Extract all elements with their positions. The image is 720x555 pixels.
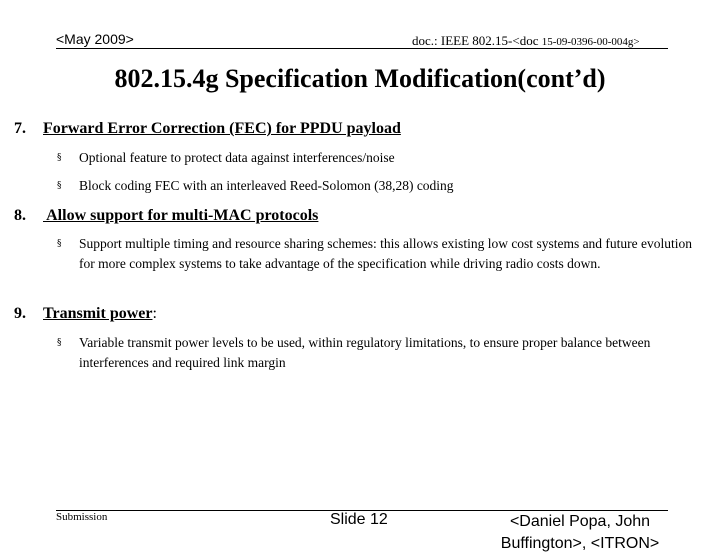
bullet-text: Support multiple timing and resource sharing schemes: this allows existing low cost systems and future evolution for more complex systems to take advantage of the specification while driving radio costs down. bbox=[79, 236, 693, 271]
bullet-text: Optional feature to protect data against interferences/noise bbox=[79, 150, 395, 165]
section-heading bbox=[14, 120, 401, 138]
header-divider bbox=[56, 48, 668, 49]
header-date: <May 2009> bbox=[56, 31, 134, 47]
slide-title: 802.15.4g Specification Modification(cont’d) bbox=[114, 64, 606, 93]
bullet-text: Block coding FEC with an interleaved Reed-Solomon (38,28) coding bbox=[79, 178, 454, 193]
section-label: Allow support for multi-MAC protocols bbox=[43, 207, 319, 224]
bullet-icon: § bbox=[57, 338, 62, 348]
section-label: Transmit power bbox=[43, 305, 153, 322]
header-doc-prefix: doc.: IEEE 802.15-<doc bbox=[412, 33, 542, 48]
section-heading bbox=[14, 207, 318, 225]
section-suffix: : bbox=[152, 305, 157, 322]
footer-author: <Daniel Popa, John Buffington>, <ITRON> bbox=[500, 513, 660, 552]
section-label: Forward Error Correction (FEC) for PPDU payload bbox=[43, 120, 401, 137]
header-doc-number: 15-09-0396-00-004g> bbox=[541, 36, 640, 48]
bullet-text: Variable transmit power levels to be used, within regulatory limitations, to ensure proper balance between interferences and required link margin bbox=[79, 335, 651, 370]
footer-slide-number: Slide 12 bbox=[330, 511, 388, 528]
bullet-icon: § bbox=[57, 181, 62, 191]
section-heading bbox=[14, 305, 157, 323]
bullet-icon: § bbox=[57, 239, 62, 249]
bullet-icon: § bbox=[57, 153, 62, 163]
section-number: 7. bbox=[14, 120, 26, 137]
footer-submission: Submission bbox=[56, 511, 108, 523]
section-number: 9. bbox=[14, 305, 26, 322]
section-number: 8. bbox=[14, 207, 26, 224]
header-doc-id bbox=[412, 33, 640, 49]
